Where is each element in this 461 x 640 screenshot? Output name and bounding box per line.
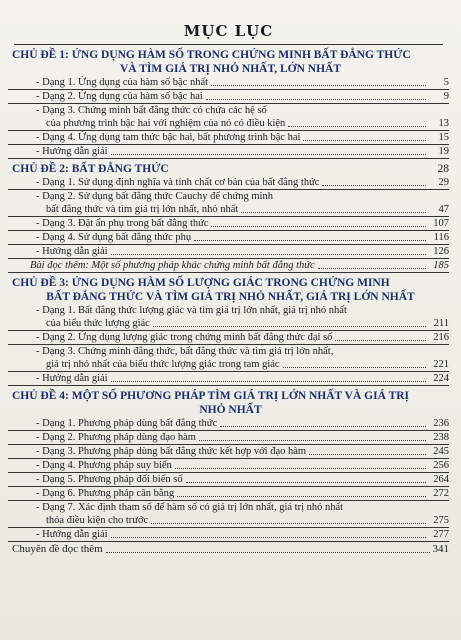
entry-page-number: 5 — [443, 77, 449, 88]
toc-entry[interactable] — [8, 145, 449, 159]
entry-text: - Dạng 6. Phương pháp cân bằng — [36, 488, 175, 499]
toc-entry[interactable] — [8, 231, 449, 245]
entry-text: - Dạng 2. Ứng dụng lượng giác trong chứng minh bất đẳng thức đại số — [36, 332, 333, 343]
entry-page-number: 275 — [433, 515, 449, 526]
leader-dots — [288, 126, 426, 127]
chapter-heading-line2: NHỎ NHẤT — [199, 404, 262, 416]
toc-entry[interactable] — [8, 417, 449, 431]
entry-text: - Dạng 3. Chứng minh đẳng thức, bất đẳng thức và tìm giá trị lớn nhất, — [36, 346, 334, 357]
footer-page: 341 — [432, 543, 449, 555]
entry-page-number: 47 — [438, 204, 449, 215]
leader-dots — [111, 537, 426, 538]
entry-text: - Dạng 1. Ứng dụng của hàm số bậc nhất — [36, 77, 209, 88]
entry-page-number: 116 — [433, 232, 449, 243]
entry-page-number: 29 — [438, 177, 449, 188]
toc-entry[interactable] — [8, 372, 449, 386]
chapter-heading-line1: CHỦ ĐỀ 1: ỨNG DỤNG HÀM SỐ TRONG CHỨNG MINH BẤT ĐẲNG THỨC — [12, 49, 411, 61]
entry-text: giá trị nhỏ nhất của biểu thức lượng giác trong tam giác — [46, 359, 280, 370]
entry-text: - Hướng dẫn giải — [36, 529, 108, 540]
entry-text: - Dạng 1. Bất đẳng thức lượng giác và tìm giá trị lớn nhất, giá trị nhỏ nhất — [36, 305, 347, 316]
chapter-heading-line1: CHỦ ĐỀ 3: ỨNG DỤNG HÀM SỐ LƯỢNG GIÁC TRONG CHỨNG MINH — [12, 277, 390, 289]
toc-entry[interactable] — [8, 445, 449, 459]
entry-page-number: 236 — [433, 418, 449, 429]
chapter-heading-line2: BẤT ĐẲNG THỨC VÀ TÌM GIÁ TRỊ NHỎ NHẤT, GIÁ TRỊ LỚN NHẤT — [46, 291, 415, 303]
leader-dots — [194, 240, 426, 241]
chapter-heading-line1: CHỦ ĐỀ 4: MỘT SỐ PHƯƠNG PHÁP TÌM GIÁ TRỊ LỚN NHẤT VÀ GIÁ TRỊ — [12, 390, 410, 402]
entry-page-number: 107 — [433, 218, 449, 229]
entry-text: - Dạng 4. Ứng dụng tam thức bậc hai, bất phương trình bậc hai — [36, 132, 301, 143]
entry-text: - Hướng dẫn giải — [36, 373, 108, 384]
chapter-heading — [8, 389, 449, 417]
leader-dots — [241, 212, 426, 213]
leader-dots — [186, 482, 426, 483]
leader-dots — [206, 99, 426, 100]
chapter-page-number: 28 — [437, 163, 449, 175]
entry-page-number: 126 — [433, 246, 449, 257]
toc-entry[interactable] — [8, 431, 449, 445]
entry-page-number: 238 — [433, 432, 449, 443]
leader-dots — [111, 154, 426, 155]
leader-dots — [318, 268, 426, 269]
leader-dots — [153, 326, 426, 327]
entry-text: - Dạng 2. Sử dụng bất đẳng thức Cauchy để chứng minh — [36, 191, 273, 202]
toc-entry[interactable] — [8, 259, 449, 273]
leader-dots — [106, 552, 430, 553]
toc-entry[interactable] — [8, 501, 449, 528]
entry-page-number: 13 — [438, 118, 449, 129]
page-title: MỤC LỤC — [183, 22, 274, 40]
entry-text: - Dạng 4. Sử dụng bất đẳng thức phụ — [36, 232, 192, 243]
leader-dots — [211, 85, 426, 86]
entry-page-number: 216 — [433, 332, 449, 343]
toc-body — [8, 48, 449, 542]
entry-page-number: 185 — [433, 260, 449, 271]
title-rule — [14, 44, 443, 45]
entry-page-number: 221 — [433, 359, 449, 370]
footer-entry — [8, 542, 449, 556]
leader-dots — [211, 226, 426, 227]
toc-entry[interactable] — [8, 487, 449, 501]
entry-text: - Dạng 4. Phương pháp suy biến — [36, 460, 172, 471]
chapter-heading-line1: CHỦ ĐỀ 2: BẤT ĐẲNG THỨC — [12, 163, 169, 175]
entry-text: - Hướng dẫn giải — [36, 146, 108, 157]
entry-text: - Dạng 2. Ứng dụng của hàm số bậc hai — [36, 91, 203, 102]
leader-dots — [111, 381, 426, 382]
chapter-heading — [8, 48, 449, 76]
toc-entry[interactable] — [8, 104, 449, 131]
leader-dots — [322, 185, 426, 186]
entry-text: của phương trình bậc hai với nghiệm của nó có điều kiện — [46, 118, 286, 129]
entry-text: - Dạng 3. Chứng minh bất đẳng thức có chứa các hệ số — [36, 105, 267, 116]
leader-dots — [335, 340, 426, 341]
leader-dots — [303, 140, 426, 141]
entry-page-number: 272 — [433, 488, 449, 499]
entry-text: của biểu thức lượng giác — [46, 318, 150, 329]
toc-entry[interactable] — [8, 245, 449, 259]
entry-page-number: 19 — [438, 146, 449, 157]
entry-text: - Dạng 3. Đặt ẩn phụ trong bất đẳng thức — [36, 218, 209, 229]
entry-text: - Dạng 5. Phương pháp đổi biến số — [36, 474, 183, 485]
entry-page-number: 224 — [433, 373, 449, 384]
entry-page-number: 9 — [443, 91, 449, 102]
entry-text: - Dạng 3. Phương pháp dùng bất đẳng thức kết hợp với đạo hàm — [36, 446, 307, 457]
toc-entry[interactable] — [8, 528, 449, 542]
leader-dots — [175, 468, 426, 469]
toc-entry[interactable] — [8, 331, 449, 345]
entry-page-number: 256 — [433, 460, 449, 471]
leader-dots — [283, 367, 426, 368]
entry-text: - Dạng 2. Phương pháp dùng đạo hàm — [36, 432, 196, 443]
entry-text: Bài đọc thêm: Một số phương pháp khác chứng minh bất đẳng thức — [30, 260, 315, 271]
chapter-heading-line2: VÀ TÌM GIÁ TRỊ NHỎ NHẤT, LỚN NHẤT — [119, 63, 342, 75]
footer-label: Chuyên đề đọc thêm — [12, 543, 103, 555]
entry-page-number: 264 — [433, 474, 449, 485]
toc-entry[interactable] — [8, 76, 449, 90]
toc-entry[interactable] — [8, 304, 449, 331]
entry-page-number: 15 — [438, 132, 449, 143]
entry-text: - Dạng 7. Xác định tham số để hàm số có giá trị lớn nhất, giá trị nhỏ nhất — [36, 502, 344, 513]
toc-entry[interactable] — [8, 345, 449, 372]
toc-entry[interactable] — [8, 190, 449, 217]
toc-entry[interactable] — [8, 90, 449, 104]
leader-dots — [220, 426, 426, 427]
entry-page-number: 277 — [433, 529, 449, 540]
entry-page-number: 245 — [433, 446, 449, 457]
chapter-heading — [8, 162, 449, 176]
entry-text: - Dạng 1. Sử dụng định nghĩa và tính chất cơ bản của bất đẳng thức — [36, 177, 320, 188]
entry-text: bất đẳng thức và tìm giá trị lớn nhất, nhỏ nhất — [46, 204, 239, 215]
leader-dots — [111, 254, 426, 255]
entry-text: thỏa điều kiện cho trước — [46, 515, 149, 526]
leader-dots — [309, 454, 426, 455]
toc-entry[interactable] — [8, 473, 449, 487]
leader-dots — [199, 440, 426, 441]
leader-dots — [151, 523, 426, 524]
toc-entry[interactable] — [8, 131, 449, 145]
toc-entry[interactable] — [8, 459, 449, 473]
entry-page-number: 211 — [433, 318, 449, 329]
leader-dots — [177, 496, 426, 497]
chapter-heading — [8, 276, 449, 304]
toc-entry[interactable] — [8, 176, 449, 190]
entry-text: - Dạng 1. Phương pháp dùng bất đẳng thức — [36, 418, 218, 429]
toc-entry[interactable] — [8, 217, 449, 231]
entry-text: - Hướng dẫn giải — [36, 246, 108, 257]
